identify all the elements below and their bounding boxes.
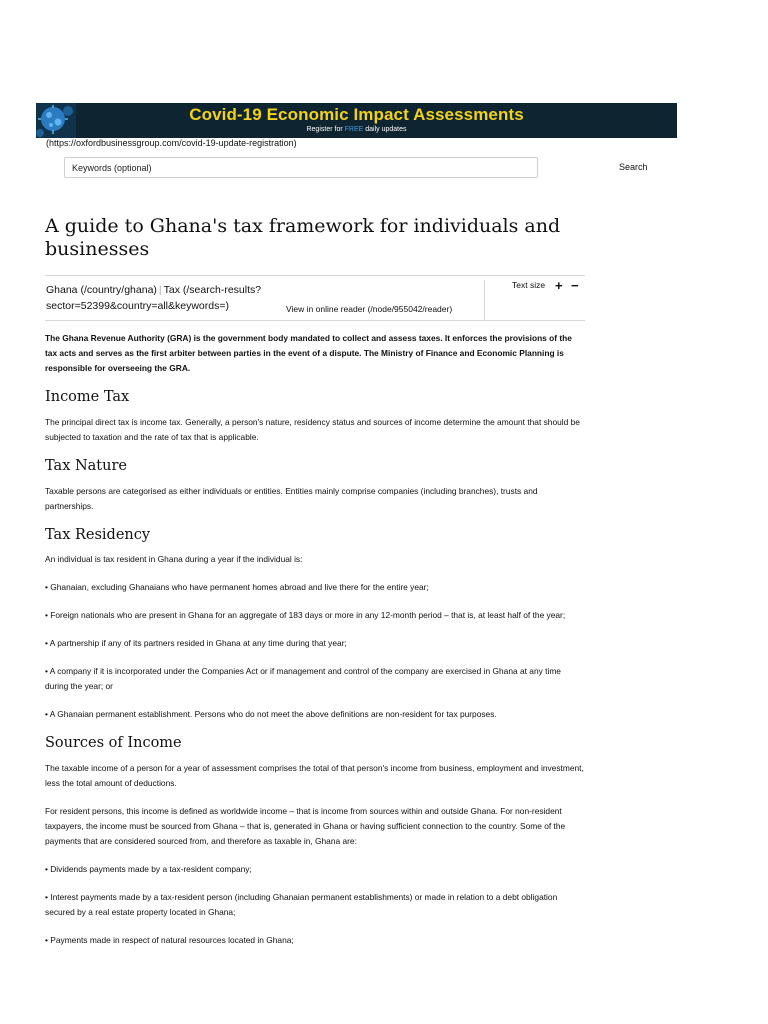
online-reader-link[interactable]: View in online reader (/node/955042/reader)	[286, 304, 453, 314]
breadcrumb	[46, 282, 286, 314]
banner-title: Covid-19 Economic Impact Assessments	[189, 105, 524, 124]
keywords-input[interactable]	[64, 157, 538, 178]
tax-residency-heading: Tax Residency	[45, 527, 151, 543]
covid-banner[interactable]	[36, 103, 677, 138]
banner-sub-prefix: Register for	[306, 126, 343, 133]
income-tax-heading: Income Tax	[45, 389, 130, 405]
breadcrumb-tax-link[interactable]: Tax (/search-results?sector=52399&country=all&keywords=)	[46, 284, 262, 312]
banner-subtitle	[36, 126, 677, 133]
list-item: • A company if it is incorporated under the Companies Act or if management and control of the company are exercised in Ghana at any time during the year; or	[45, 666, 561, 691]
text-size-decrease-button[interactable]: −	[571, 278, 579, 293]
list-item: • Payments made in respect of natural resources located in Ghana;	[45, 935, 294, 945]
text-size-label: Text size	[512, 280, 546, 290]
toolbar-divider	[484, 280, 485, 320]
breadcrumb-separator: |	[158, 284, 162, 296]
banner-sub-free: FREE	[344, 126, 364, 133]
breadcrumb-country-link[interactable]: Ghana (/country/ghana)	[46, 284, 157, 296]
list-item: • Foreign nationals who are present in Ghana for an aggregate of 183 days or more in any 12-month period – that is, at least half of the year;	[45, 610, 566, 620]
list-item: • Interest payments made by a tax-resident person (including Ghanaian permanent establishments) or made in relation to a debt obligation secured by a real estate property located in Ghana;	[45, 892, 558, 917]
banner-sub-suffix: daily updates	[365, 126, 407, 133]
text-size-increase-button[interactable]: +	[555, 278, 563, 293]
divider-top	[45, 275, 585, 276]
sources-of-income-heading: Sources of Income	[45, 735, 182, 751]
list-item: • Dividends payments made by a tax-resident company;	[45, 864, 252, 874]
article-body	[45, 331, 585, 948]
divider-bottom	[45, 320, 585, 321]
list-item: • A Ghanaian permanent establishment. Persons who do not meet the above definitions are non-resident for tax purposes.	[45, 709, 497, 719]
sources-paragraph-1: The taxable income of a person for a year of assessment comprises the total of that person's income from business, employment and investment, less the total amount of deductions.	[45, 763, 584, 788]
tax-residency-paragraph: An individual is tax resident in Ghana during a year if the individual is:	[45, 554, 303, 564]
search-button[interactable]: Search	[619, 162, 648, 172]
list-item: • A partnership if any of its partners resided in Ghana at any time during that year;	[45, 638, 347, 648]
tax-nature-paragraph: Taxable persons are categorised as either individuals or entities. Entities mainly comprise companies (including branches), trusts and partnerships.	[45, 486, 538, 511]
tax-nature-heading: Tax Nature	[45, 458, 127, 474]
article-title: A guide to Ghana's tax framework for individuals and businesses	[45, 215, 561, 260]
sources-paragraph-2: For resident persons, this income is defined as worldwide income – that is income from sources within and outside Ghana. For non-resident taxpayers, the income must be sourced from Ghana – that is, generated in Ghana or having sufficient connection to the country. Some of the payments that are considered sourced from, and therefore as taxable in, Ghana are:	[45, 806, 566, 846]
intro-paragraph: The Ghana Revenue Authority (GRA) is the government body mandated to collect and assess taxes. It enforces the provisions of the tax acts and serves as the first arbiter between parties in the event of a dispute. The Ministry of Finance and Economic Planning is responsible for overseeing the GRA.	[45, 333, 572, 373]
income-tax-paragraph: The principal direct tax is income tax. Generally, a person's nature, residency status and sources of income determine the amount that should be subjected to taxation and the rate of tax that is applicable.	[45, 417, 580, 442]
registration-link[interactable]: (https://oxfordbusinessgroup.com/covid-19-update-registration)	[46, 138, 297, 148]
list-item: • Ghanaian, excluding Ghanaians who have permanent homes abroad and live there for the entire year;	[45, 582, 429, 592]
